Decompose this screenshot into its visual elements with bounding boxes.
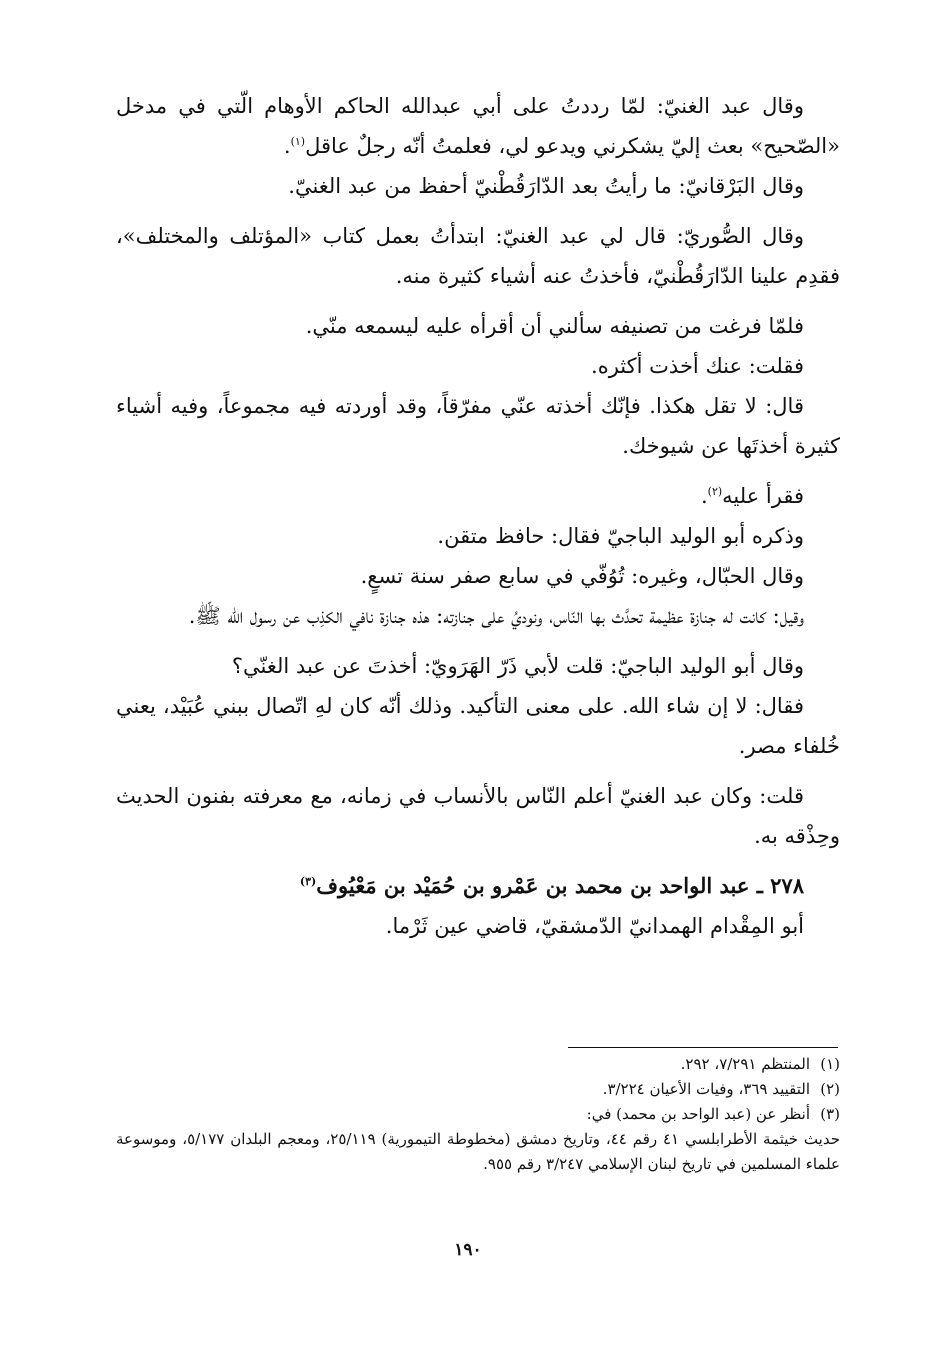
footnote-continuation: حديث خيثمة الأطرابلسي ٤١ رقم ٤٤، وتاريخ دمشق (مخطوطة التيمورية) ٢٥/١١٩، ومعجم البلدان ٥/١٧٧، وموسوعة علماء المسلمين في تاريخ لبنان الإسلامي ٣/٢٤٧ رقم ٩٥٥. bbox=[116, 1130, 840, 1173]
footnote bbox=[116, 1052, 840, 1077]
footnote-text: التقييد ٣٦٩، وفيات الأعيان ٣/٢٢٤. bbox=[602, 1080, 810, 1098]
footnote-text: المنتظم ٧/٢٩١، ٢٩٢. bbox=[680, 1055, 810, 1073]
paragraph: فقلت: عنك أخذت أكثره. bbox=[591, 354, 804, 378]
page-number: ١٩٠ bbox=[454, 1240, 482, 1260]
footnote-number: (٢) bbox=[820, 1080, 840, 1098]
paragraph: وقال البَرْقانيّ: ما رأيتُ بعد الدّارَقُطْنيّ أحفظ من عبد الغنيّ. bbox=[288, 174, 804, 198]
footnote bbox=[116, 1077, 840, 1102]
footnote-number: (١) bbox=[820, 1055, 840, 1073]
paragraph: فلمّا فرغت من تصنيفه سألني أن أقرأه عليه ليسمعه منّي. bbox=[305, 314, 804, 338]
paragraph: قال: لا تقل هكذا. فإنّك أخذته عنّي مفرّقاً، وقد أوردته فيه مجموعاً، وفيه أشياء كثيرة أخذتَها عن شيوخك. bbox=[116, 394, 840, 458]
paragraph: وقيل: كانت له جنازة عظيمة تحدَّث بها النّاس، ونوديُ على جنازته: هذه جنازة نافي الكذِب عن رسول الله ﷺ. bbox=[188, 604, 804, 628]
footnote-number: (٣) bbox=[820, 1105, 840, 1123]
main-text bbox=[116, 86, 840, 946]
paragraph: وقال الصُّوريّ: قال لي عبد الغنيّ: ابتدأتُ بعمل كتاب «المؤتلف والمختلف»، فقدِم علينا الدّارَقُطْنيّ، فأخذتُ عنه أشياء كثيرة منه. bbox=[116, 224, 840, 288]
paragraph: فقال: لا إن شاء الله. على معنى التأكيد. وذلك أنّه كان لهِ اتّصال ببني عُبَيْد، يعني خُلفاء مصر. bbox=[116, 694, 840, 758]
paragraph-text: وقال عبد الغنيّ: لمّا رددتُ على أبي عبدالله الحاكم الأوهام الّتي في مدخل «الصّحيح» بعث إليّ يشكرني ويدعو لي، فعلمتُ أنّه رجلٌ عاقل bbox=[116, 94, 840, 158]
paragraph: قلت: وكان عبد الغنيّ أعلم النّاس بالأنساب في زمانه، مع معرفته بفنون الحديث وحِذْقه به. bbox=[116, 784, 840, 848]
paragraph: وذكره أبو الوليد الباجيّ فقال: حافظ متقن. bbox=[437, 524, 804, 548]
entry-heading bbox=[116, 866, 840, 906]
paragraph-tail: . bbox=[283, 134, 291, 158]
paragraph bbox=[116, 476, 840, 516]
entry-heading-text: ٢٧٨ ـ عبد الواحد بن محمد بن عَمْرو بن حُمَيْد بن مَعْيُوف bbox=[316, 873, 804, 898]
entry-subline: أبو المِقْدام الهمدانيّ الدّمشقيّ، قاضي عين ثَرْما. bbox=[385, 914, 804, 938]
footnotes bbox=[116, 1052, 840, 1177]
footnote bbox=[116, 1102, 840, 1127]
paragraph-tail: . bbox=[700, 484, 708, 508]
paragraph: وقال أبو الوليد الباجيّ: قلت لأبي ذَرّ الهَرَويّ: أخذتَ عن عبد الغنّي؟ bbox=[231, 654, 804, 678]
paragraph bbox=[116, 86, 840, 166]
footnote-text: أنظر عن (عبد الواحد بن محمد) في: bbox=[586, 1105, 810, 1123]
footnote-marker: (١) bbox=[290, 135, 306, 148]
paragraph: وقال الحبّال، وغيره: تُوُفّي في سابع صفر سنة تسعٍ. bbox=[360, 564, 804, 588]
footnote-marker: (٣) bbox=[299, 875, 317, 888]
paragraph-text: فقرأ عليه bbox=[722, 484, 804, 508]
footnote-marker: (٢) bbox=[707, 485, 723, 498]
footnote-divider bbox=[568, 1047, 838, 1048]
